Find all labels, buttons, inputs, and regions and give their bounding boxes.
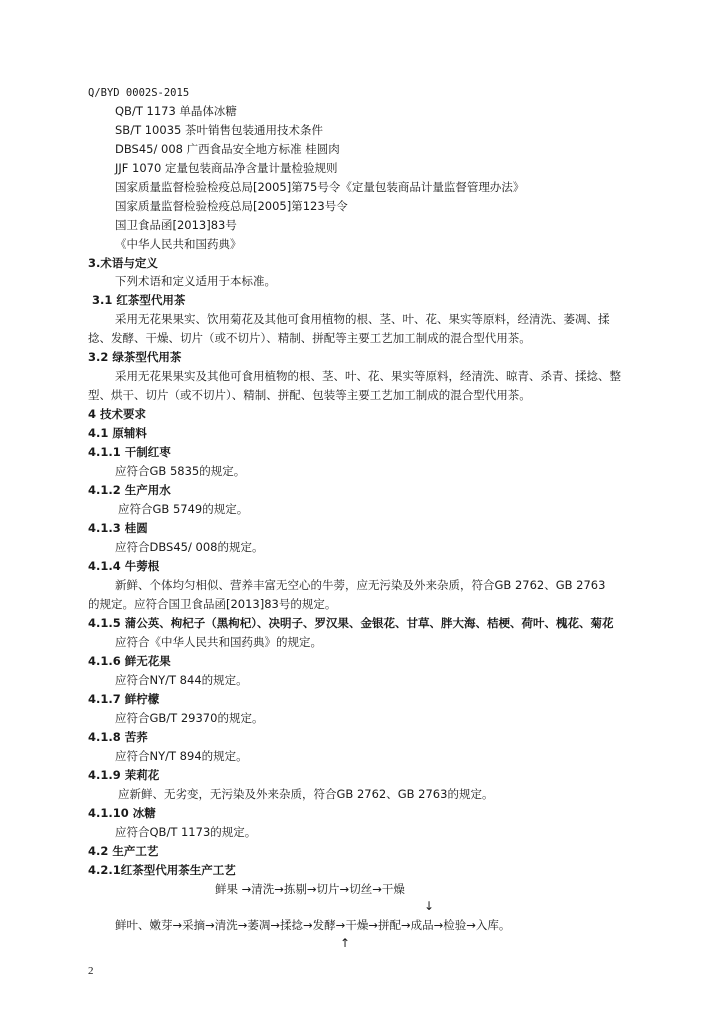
clause-text-line: 的规定。应符合国卫食品函[2013]83号的规定。 [88,597,337,611]
clause-text: 应符合《中华人民共和国药典》的规定。 [115,635,322,649]
reference-item: JJF 1070 定量包装商品净含量计量检验规则 [115,161,338,175]
subsection-heading: 4.1 原辅料 [88,426,147,440]
clause-heading: 4.1.3 桂圆 [88,521,148,535]
clause-heading: 4.1.1 干制红枣 [88,445,171,459]
clause-heading: 4.1.6 鲜无花果 [88,654,171,668]
clause-text: 应符合GB 5749的规定。 [118,502,249,516]
clause-heading: 4.1.8 苦荞 [88,730,148,744]
clause-text-line: 新鲜、个体均匀相似、营养丰富无空心的牛蒡，应无污染及外来杂质，符合GB 2762、GB 2763 [115,578,606,592]
paragraph-line: 捻、发酵、干燥、切片（或不切片）、精制、拼配等主要工艺加工制成的混合型代用茶。 [88,331,531,345]
clause-heading: 4.1.9 茉莉花 [88,768,160,782]
reference-item: 国卫食品函[2013]83号 [115,218,237,232]
clause-text: 应符合NY/T 894的规定。 [115,749,248,763]
subsection-heading: 3.2 绿茶型代用茶 [88,350,182,364]
reference-item: 国家质量监督检验检疫总局[2005]第123号令 [115,199,348,213]
clause-text: 应新鲜、无劣变，无污染及外来杂质，符合GB 2762、GB 2763的规定。 [118,787,494,801]
section-heading: 4 技术要求 [88,407,147,421]
process-flow-top: 鲜果 →清洗→拣剔→切片→切丝→干燥 [215,882,405,896]
process-flow-main: 鲜叶、嫩芽→采摘→清洗→萎凋→揉捻→发酵→干燥→拼配→成品→检验→入库。 [115,918,511,932]
subsection-heading: 4.2 生产工艺 [88,844,159,858]
clause-text: 应符合GB 5835的规定。 [115,464,246,478]
clause-text: 应符合NY/T 844的规定。 [115,673,248,687]
clause-text: 应符合GB/T 29370的规定。 [115,711,264,725]
clause-text: 应符合DBS45/ 008的规定。 [115,540,264,554]
clause-heading: 4.1.2 生产用水 [88,483,171,497]
paragraph-line: 采用无花果果实及其他可食用植物的根、茎、叶、花、果实等原料，经清洗、晾青、杀青、揉捻、整 [115,369,621,383]
paragraph: 下列术语和定义适用于本标准。 [115,274,276,288]
paragraph-line: 采用无花果果实、饮用菊花及其他可食用植物的根、茎、叶、花、果实等原料，经清洗、萎凋、揉 [115,312,610,326]
clause-heading: 4.1.7 鲜柠檬 [88,692,160,706]
clause-heading: 4.1.10 冰糖 [88,806,156,820]
clause-heading: 4.1.5 蒲公英、枸杞子（黑枸杞）、决明子、罗汉果、金银花、甘草、胖大海、桔梗、荷叶、槐花、菊花 [88,616,614,630]
reference-item: 《中华人民共和国药典》 [115,237,242,251]
doc-code: Q/BYD 0002S-2015 [88,87,190,99]
reference-item: QB/T 1173 单晶体冰糖 [115,104,237,118]
paragraph-line: 型、烘干、切片（或不切片）、精制、拼配、包装等主要工艺加工制成的混合型代用茶。 [88,388,531,402]
down-arrow-icon: ↓ [424,899,435,913]
clause-text: 应符合QB/T 1173的规定。 [115,825,257,839]
reference-item: SB/T 10035 茶叶销售包装通用技术条件 [115,123,323,137]
clause-heading: 4.2.1红茶型代用茶生产工艺 [88,863,236,877]
up-arrow-icon: ↑ [340,936,351,950]
section-heading: 3.术语与定义 [88,256,158,270]
subsection-heading: 3.1 红茶型代用茶 [92,293,186,307]
reference-item: DBS45/ 008 广西食品安全地方标准 桂圆肉 [115,142,340,156]
reference-item: 国家质量监督检验检疫总局[2005]第75号令《定量包装商品计量监督管理办法》 [115,180,525,194]
page-number: 2 [88,965,94,977]
clause-heading: 4.1.4 牛蒡根 [88,559,160,573]
